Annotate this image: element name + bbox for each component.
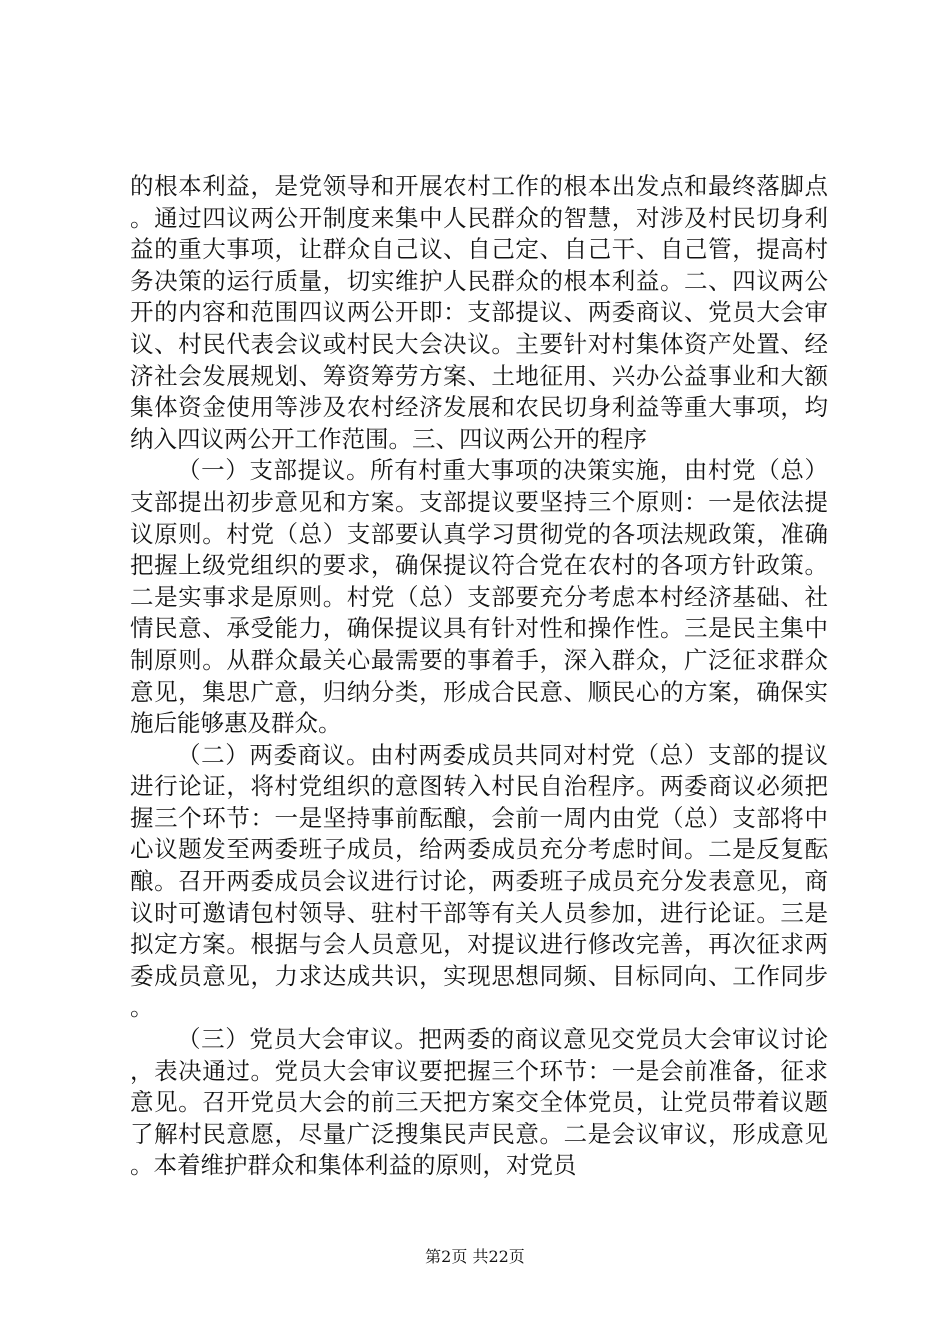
- paragraph-party-review: （三）党员大会审议。把两委的商议意见交党员大会审议讨论，表决通过。党员大会审议要把握三个环节：一是会前准备，征求意见。召开党员大会的前三天把方案交全体党员，让党员带着议题了解村民意愿，尽量广泛搜集民声民意。二是会议审议，形成意见。本着维护群众和集体利益的原则，对党员: [130, 1025, 828, 1180]
- paragraph-committee-discussion: （二）两委商议。由村两委成员共同对村党（总）支部的提议进行论证，将村党组织的意图转入村民自治程序。两委商议必须把握三个环节：一是坚持事前酝酿，会前一周内由党（总）支部将中心议题发至两委班子成员，给两委成员充分考虑时间。二是反复酝酿。召开两委成员会议进行讨论，两委班子成员充分发表意见，商议时可邀请包村领导、驻村干部等有关人员参加，进行论证。三是拟定方案。根据与会人员意见，对提议进行修改完善，再次征求两委成员意见，力求达成共识，实现思想同频、目标同向、工作同步。: [130, 740, 828, 1022]
- paragraph-intro: 的根本利益，是党领导和开展农村工作的根本出发点和最终落脚点。通过四议两公开制度来集中人民群众的智慧，对涉及村民切身利益的重大事项，让群众自己议、自己定、自己干、自己管，提高村务决策的运行质量，切实维护人民群众的根本利益。二、四议两公开的内容和范围四议两公开即：支部提议、两委商议、党员大会审议、村民代表会议或村民大会决议。主要针对村集体资产处置、经济社会发展规划、筹资筹劳方案、土地征用、兴办公益事业和大额集体资金使用等涉及农村经济发展和农民切身利益等重大事项，均纳入四议两公开工作范围。三、四议两公开的程序: [130, 172, 828, 453]
- page-number-footer: 第2页 共22页: [425, 1247, 525, 1266]
- paragraph-branch-proposal: （一）支部提议。所有村重大事项的决策实施，由村党（总）支部提出初步意见和方案。支部提议要坚持三个原则：一是依法提议原则。村党（总）支部要认真学习贯彻党的各项法规政策，准确把握上级党组织的要求，确保提议符合党在农村的各项方针政策。二是实事求是原则。村党（总）支部要充分考虑本村经济基础、社情民意、承受能力，确保提议具有针对性和操作性。三是民主集中制原则。从群众最关心最需要的事着手，深入群众，广泛征求群众意见，集思广意，归纳分类，形成合民意、顺民心的方案，确保实施后能够惠及群众。: [130, 456, 828, 738]
- document-body: [130, 171, 828, 1182]
